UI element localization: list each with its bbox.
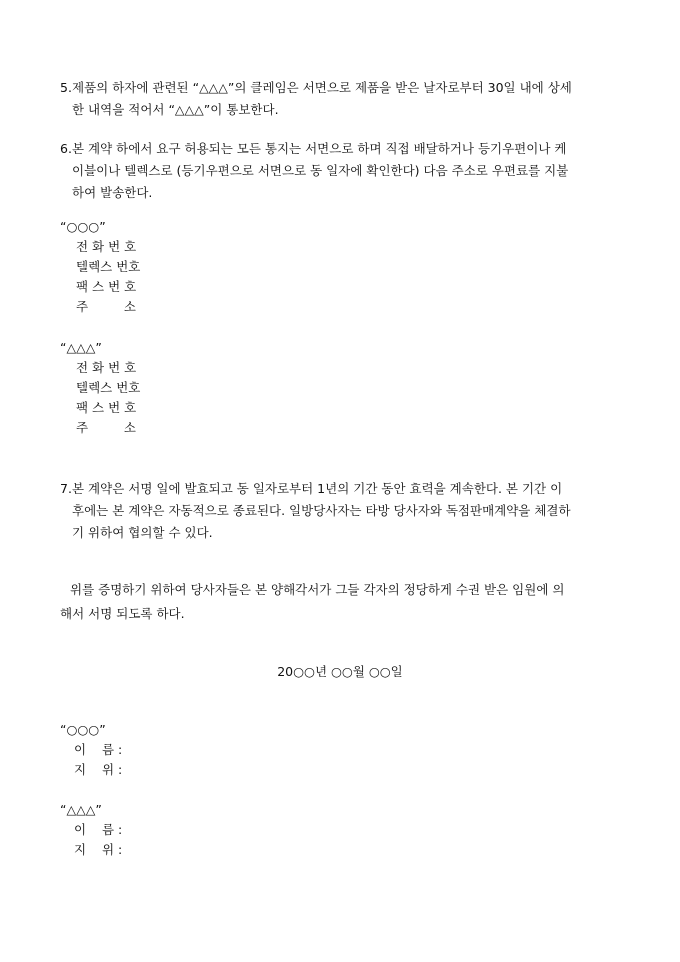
clause-5 <box>60 77 625 121</box>
clause-number: 6. <box>60 141 72 156</box>
witness-text-line: 위를 증명하기 위하여 당사자들은 본 양해각서가 그들 각자의 정당하게 수권 받은 임원에 의 <box>70 582 565 597</box>
signature-title-label: 지 위 : <box>74 762 123 777</box>
clause-number: 7. <box>60 481 72 496</box>
party-name: “△△△” <box>60 802 102 817</box>
clause-text-line: 한 내역을 적어서 “△△△”이 통보한다. <box>72 102 279 117</box>
clause-text-line: 하여 발송한다. <box>72 185 153 200</box>
contact-field-phone: 전 화 번 호 <box>76 239 137 254</box>
party-name: “○○○” <box>60 219 106 234</box>
contact-field-telex: 텔렉스 번호 <box>76 380 141 395</box>
contact-field-address: 주 소 <box>76 299 136 314</box>
witness-text-line: 해서 서명 되도록 하다. <box>60 606 185 621</box>
party-name: “○○○” <box>60 722 106 737</box>
contact-block-party-2 <box>60 338 360 438</box>
clause-text-line: 이블이나 텔렉스로 (등기우편으로 서면으로 동 일자에 확인한다) 다음 주소로 우편료를 지불 <box>72 163 569 178</box>
contact-field-telex: 텔렉스 번호 <box>76 259 141 274</box>
clause-7 <box>60 478 625 544</box>
party-name: “△△△” <box>60 340 102 355</box>
clause-text-line: 후에는 본 계약은 자동적으로 종료된다. 일방당사자는 타방 당사자와 독점판매계약을 체결하 <box>72 503 571 518</box>
contact-field-phone: 전 화 번 호 <box>76 360 137 375</box>
clause-number: 5. <box>60 80 72 95</box>
contract-date: 20○○년 ○○월 ○○일 <box>277 664 403 679</box>
clause-text-line: 본 계약은 서명 일에 발효되고 동 일자로부터 1년의 기간 동안 효력을 계속한다. 본 기간 이 <box>72 481 563 496</box>
signature-name-label: 이 름 : <box>74 822 123 837</box>
signature-title-label: 지 위 : <box>74 842 123 857</box>
clause-text-line: 기 위하여 협의할 수 있다. <box>72 525 213 540</box>
clause-text-line: 본 계약 하에서 요구 허용되는 모든 통지는 서면으로 하며 직접 배달하거나 등기우편이나 케 <box>72 141 567 156</box>
contact-field-fax: 팩 스 번 호 <box>76 279 137 294</box>
signature-block-party-2 <box>60 800 360 860</box>
contact-field-fax: 팩 스 번 호 <box>76 400 137 415</box>
clause-text-line: 제품의 하자에 관련된 “△△△”의 클레임은 서면으로 제품을 받은 날자로부터 30일 내에 상세 <box>72 80 572 95</box>
witness-clause <box>60 578 625 626</box>
contact-field-address: 주 소 <box>76 420 136 435</box>
contact-block-party-1 <box>60 217 360 317</box>
clause-6 <box>60 138 625 204</box>
signature-name-label: 이 름 : <box>74 742 123 757</box>
signature-block-party-1 <box>60 720 360 780</box>
